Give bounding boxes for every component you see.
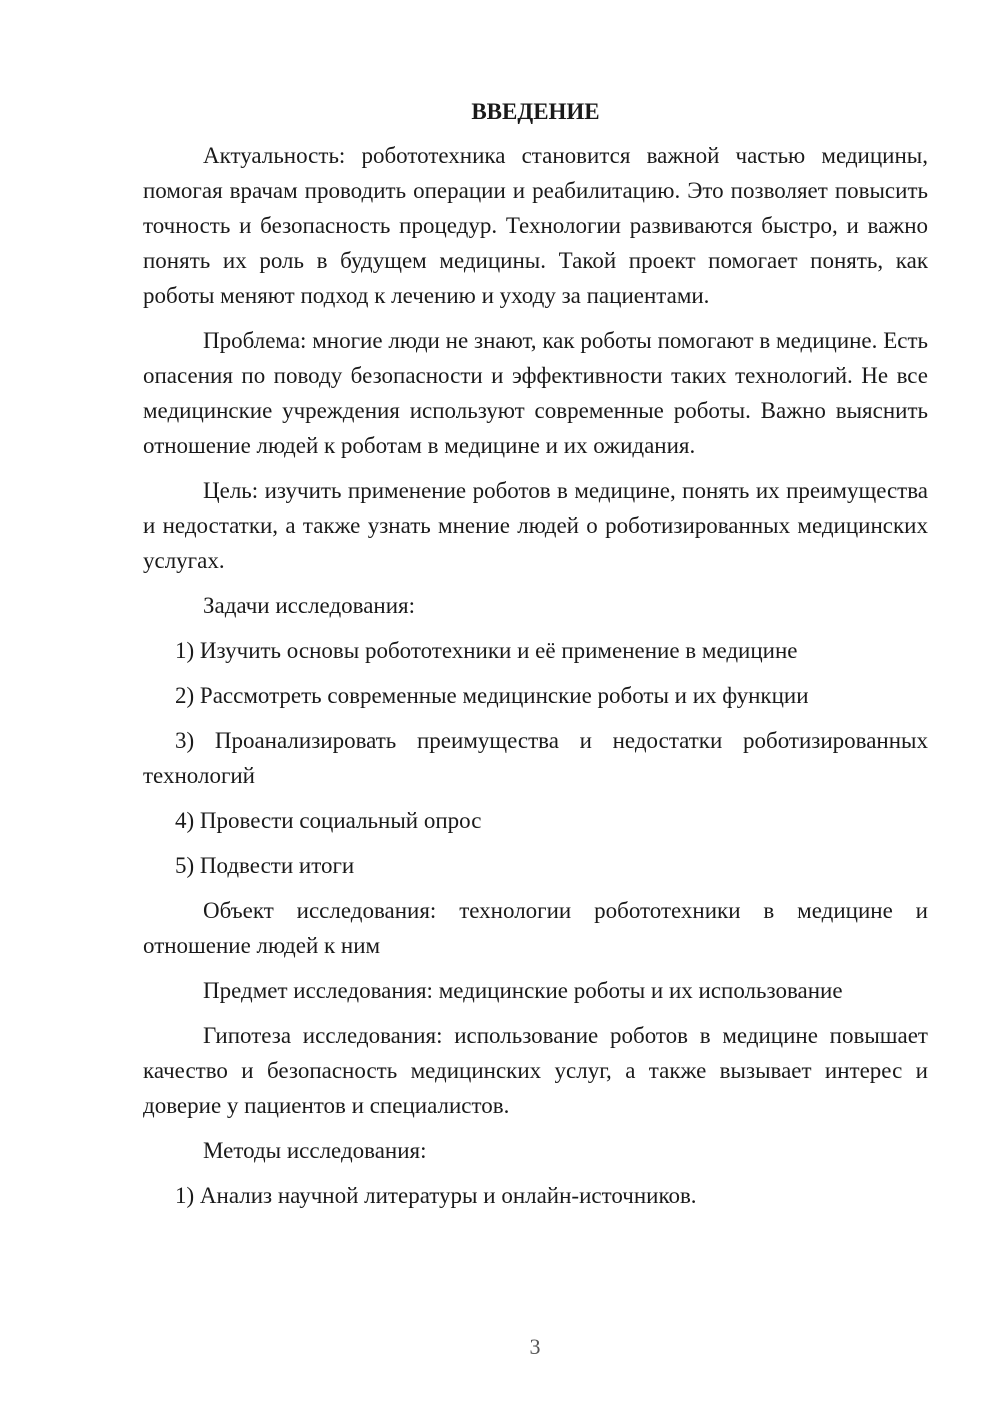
document-body: [143, 96, 928, 1223]
subject-paragraph: Предмет исследования: медицинские роботы и их использование: [203, 978, 843, 1003]
page-title: ВВЕДЕНИЕ: [471, 99, 600, 124]
method-item: 1) Анализ научной литературы и онлайн-источников.: [175, 1183, 697, 1208]
task-item: 5) Подвести итоги: [175, 853, 355, 878]
task-item: 2) Рассмотреть современные медицинские роботы и их функции: [175, 683, 809, 708]
methods-title: Методы исследования:: [203, 1138, 427, 1163]
problem-paragraph: Проблема: многие люди не знают, как роботы помогают в медицине. Есть опасения по поводу безопасности и эффективности таких технологий. Не все медицинские учреждения используют современные роботы. Важно выяснить отношение людей к роботам в медицине и их ожидания.: [143, 328, 928, 458]
relevance-paragraph: Актуальность: робототехника становится важной частью медицины, помогая врачам проводить операции и реабилитацию. Это позволяет повысить точность и безопасность процедур. Технологии развиваются быстро, и важно понять их роль в будущем медицины. Такой проект помогает понять, как роботы меняют подход к лечению и уходу за пациентами.: [143, 143, 928, 308]
task-item: 1) Изучить основы робототехники и её применение в медицине: [175, 638, 798, 663]
task-item: 4) Провести социальный опрос: [175, 808, 482, 833]
tasks-title: Задачи исследования:: [203, 593, 416, 618]
page-number: 3: [529, 1334, 541, 1359]
task-item: 3) Проанализировать преимущества и недостатки роботизированных технологий: [143, 728, 928, 788]
goal-paragraph: Цель: изучить применение роботов в медицине, понять их преимущества и недостатки, а также узнать мнение людей о роботизированных медицинских услугах.: [143, 478, 928, 573]
object-paragraph: Объект исследования: технологии робототехники в медицине и отношение людей к ним: [143, 898, 928, 958]
hypothesis-paragraph: Гипотеза исследования: использование роботов в медицине повышает качество и безопасность медицинских услуг, а также вызывает интерес и доверие у пациентов и специалистов.: [143, 1023, 928, 1118]
